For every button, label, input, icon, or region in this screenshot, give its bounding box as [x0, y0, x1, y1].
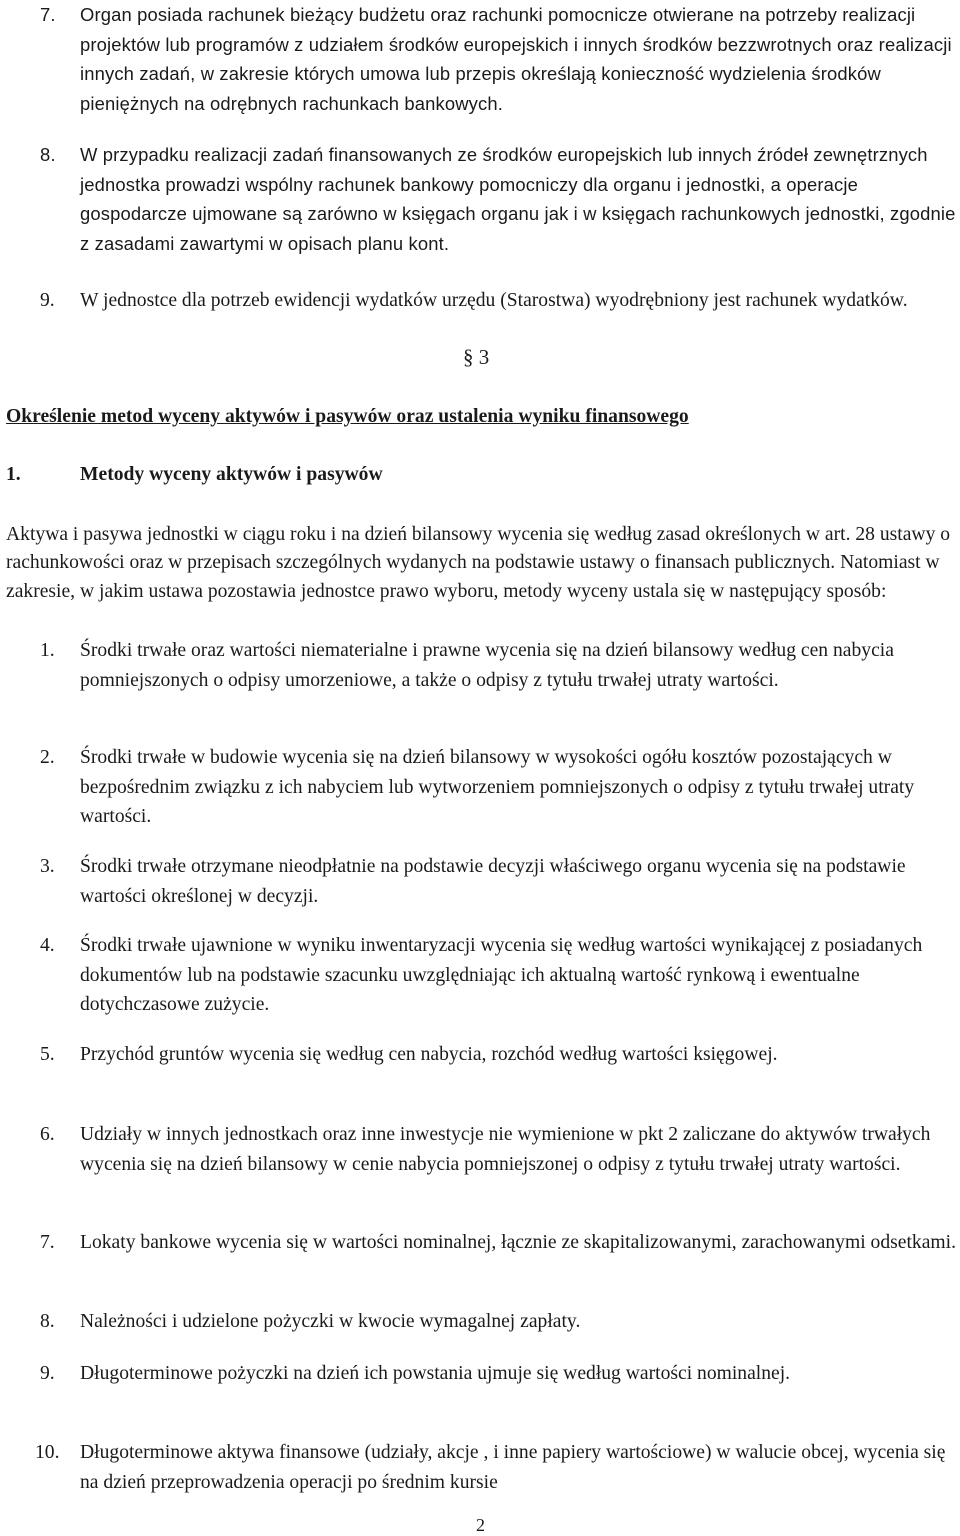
- page-number: 2: [476, 1515, 485, 1535]
- list-item-text: Długoterminowe aktywa finansowe (udziały, akcje , i inne papiery wartościowe) w walucie obcej, wycenia się na dzień przeprowadzenia operacji po średnim kursie: [80, 1442, 946, 1493]
- list-item-number: 4.: [40, 935, 55, 956]
- item-number: 8.: [40, 144, 56, 165]
- list-item-text: Lokaty bankowe wycenia się w wartości nominalnej, łącznie ze skapitalizowanymi, zarachowanymi odsetkami.: [80, 1232, 956, 1253]
- item-text: W przypadku realizacji zadań finansowanych ze środków europejskich lub innych źródeł zewnętrznych jednostka prowadzi wspólny rachunek bankowy pomocniczy dla organu i jednostki, a operacje gospodarcze ujmowane są zarówno w księgach organu jak i w księgach rachunkowych jednostki, zgodnie z zasadami zawartymi w opisach planu kont.: [80, 144, 956, 254]
- intro-paragraph: Aktywa i pasywa jednostki w ciągu roku i na dzień bilansowy wycenia się według zasad określonych w art. 28 ustawy o rachunkowości oraz w przepisach szczególnych wydanych na podstawie ustawy o finansach publicznych. Natomiast w zakresie, w jakim ustawa pozostawia jednostce prawo wyboru, metody wyceny ustala się w następujący sposób:: [6, 524, 951, 602]
- item-number: 7.: [40, 4, 56, 25]
- list-item: [0, 1307, 958, 1337]
- list-item: [0, 636, 958, 695]
- section-heading: Określenie metod wyceny aktywów i pasywów oraz ustalenia wyniku finansowego: [6, 406, 689, 427]
- section-sign: § 3: [463, 345, 490, 369]
- list-item: [0, 1040, 958, 1070]
- list-item-number: 2.: [40, 747, 55, 768]
- top-item-7: [0, 0, 958, 118]
- list-item-number: 8.: [40, 1311, 55, 1332]
- list-item-number: 3.: [40, 856, 55, 877]
- item-text: W jednostce dla potrzeb ewidencji wydatków urzędu (Starostwa) wyodrębniony jest rachunek wydatków.: [80, 290, 908, 311]
- list-item-text: Należności i udzielone pożyczki w kwocie wymagalnej zapłaty.: [80, 1311, 581, 1332]
- list-item-text: Środki trwałe w budowie wycenia się na dzień bilansowy w wysokości ogółu kosztów pozostających w bezpośrednim związku z ich nabyciem lub wytworzeniem pomniejszonych o odpisy z tytułu trwałej utraty wartości.: [80, 747, 915, 827]
- list-item: [0, 931, 958, 1020]
- list-item-number: 6.: [40, 1124, 55, 1145]
- list-item-number: 5.: [40, 1044, 55, 1065]
- subsection-number: 1.: [6, 464, 21, 485]
- list-item-number: 1.: [40, 640, 55, 661]
- list-item: [0, 1228, 958, 1258]
- list-item-text: Udziały w innych jednostkach oraz inne inwestycje nie wymienione w pkt 2 zaliczane do aktywów trwałych wycenia się na dzień bilansowy w cenie nabycia pomniejszonej o odpisy z tytułu trwałej utraty wartości.: [80, 1124, 931, 1175]
- list-item-text: Środki trwałe ujawnione w wyniku inwentaryzacji wycenia się według wartości wynikającej z posiadanych dokumentów lub na podstawie szacunku uwzględniając ich aktualną wartość rynkową i ewentualne dotychczasowe zużycie.: [80, 935, 923, 1015]
- item-text: Organ posiada rachunek bieżący budżetu oraz rachunki pomocnicze otwierane na potrzeby realizacji projektów lub programów z udziałem środków europejskich i innych środków bezzwrotnych oraz realizacji innych zadań, w zakresie których umowa lub przepis określają konieczność wydzielenia środków pieniężnych na odrębnych rachunkach bankowych.: [80, 4, 952, 114]
- list-item-text: Środki trwałe otrzymane nieodpłatnie na podstawie decyzji właściwego organu wycenia się na podstawie wartości określonej w decyzji.: [80, 856, 906, 907]
- list-item: [0, 852, 958, 911]
- item-number: 9.: [40, 290, 55, 311]
- list-item: [0, 1120, 958, 1179]
- list-item: [0, 1438, 958, 1497]
- list-item: [0, 743, 958, 832]
- top-item-9: [0, 286, 958, 316]
- list-item: [0, 1359, 958, 1389]
- list-item-text: Długoterminowe pożyczki na dzień ich powstania ujmuje się według wartości nominalnej.: [80, 1363, 791, 1384]
- list-item-number: 9.: [40, 1363, 55, 1384]
- list-item-number: 10.: [35, 1442, 60, 1463]
- list-item-number: 7.: [40, 1232, 55, 1253]
- subsection-heading: [6, 464, 383, 486]
- subsection-title: Metody wyceny aktywów i pasywów: [80, 464, 383, 485]
- list-item-text: Przychód gruntów wycenia się według cen nabycia, rozchód według wartości księgowej.: [80, 1044, 778, 1065]
- top-item-8: [0, 140, 958, 258]
- list-item-text: Środki trwałe oraz wartości niematerialne i prawne wycenia się na dzień bilansowy według cen nabycia pomniejszonych o odpisy umorzeniowe, a także o odpisy z tytułu trwałej utraty wartości.: [80, 640, 894, 691]
